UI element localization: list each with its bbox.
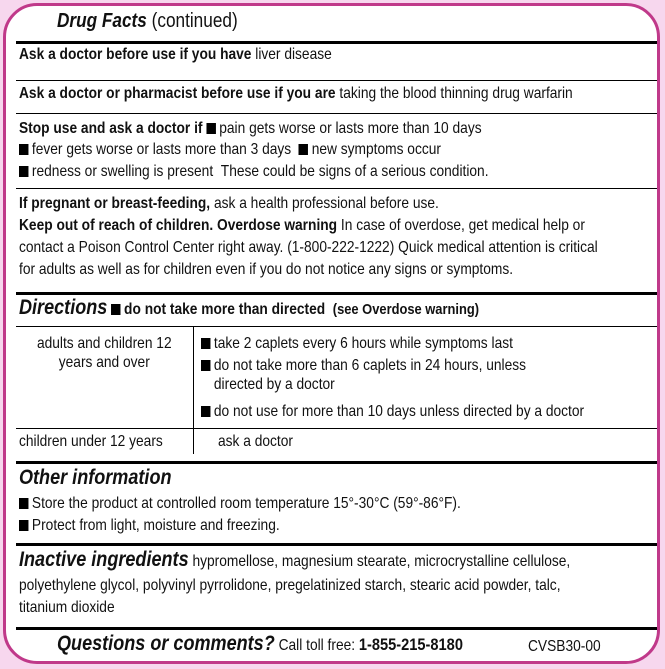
divider	[16, 188, 660, 189]
stop-use-line-2	[19, 140, 510, 159]
dose-adults-item-2: do not take more than 6 caplets in 24 hours, unless directed by a doctor	[201, 356, 579, 394]
stop-use-line-3	[19, 162, 565, 181]
keep-out-line-3	[19, 260, 594, 279]
header-divider	[16, 41, 660, 44]
pregnant-line	[19, 194, 507, 213]
stop-use-item: redness or swelling is present	[31, 163, 214, 180]
section-divider	[16, 461, 660, 464]
keep-out-heading: Keep out of reach of children.	[19, 217, 214, 234]
inactive-line-3: titanium dioxide	[19, 599, 115, 616]
dose-who-adults: adults and children 12 years and over	[36, 335, 172, 371]
inactive-line-2: polyethylene glycol, polyvinyl pyrrolidone, pregelatinized starch, stearic acid powder, talc,	[19, 577, 561, 594]
keep-out-text: In case of overdose, get medical help or	[340, 217, 585, 234]
other-info-item-2: Protect from light, moisture and freezing.	[19, 516, 322, 535]
other-info-title: Other information	[19, 466, 172, 489]
dose-who-children: children under 12 years	[19, 433, 163, 450]
keep-out-line-1	[19, 216, 660, 235]
questions-label: Questions or comments?	[57, 632, 275, 655]
bullet-square-icon	[111, 304, 120, 315]
keep-out-line-2	[19, 238, 660, 257]
drug-facts-panel	[3, 3, 660, 664]
directions-note-ref: (see Overdose warning)	[332, 301, 480, 318]
product-code: CVSB30-00	[528, 638, 601, 655]
title-text: Drug Facts	[57, 10, 147, 32]
bullet-square-icon	[201, 360, 210, 371]
pregnant-text: ask a health professional before use.	[213, 195, 439, 212]
stop-use-item: fever gets worse or lasts more than 3 days	[31, 141, 292, 158]
stop-use-note: These could be signs of a serious condition.	[220, 163, 489, 180]
table-column-divider	[193, 327, 194, 428]
stop-use-item: pain gets worse or lasts more than 10 days	[219, 120, 482, 137]
bullet-square-icon	[201, 338, 210, 349]
divider	[16, 113, 660, 114]
footer-questions	[57, 632, 529, 658]
bullet-square-icon	[299, 144, 308, 155]
bullet-square-icon	[201, 406, 210, 417]
inactive-text: hypromellose, magnesium stearate, microcrystalline cellulose,	[192, 553, 571, 570]
bullet-square-icon	[206, 123, 215, 134]
directions-header	[19, 296, 554, 322]
bullet-square-icon	[19, 166, 28, 177]
inactive-line-1	[19, 548, 660, 574]
bullet-square-icon	[19, 520, 28, 531]
section-divider	[16, 292, 660, 295]
directions-title: Directions	[19, 296, 108, 319]
ask-pharmacist-heading: Ask a doctor or pharmacist before use if you are	[19, 85, 336, 102]
overdose-warning-heading: Overdose warning	[217, 217, 338, 234]
directions-table-top	[16, 326, 660, 327]
phone-number: 1-855-215-8180	[358, 635, 463, 654]
keep-out-text: for adults as well as for children even if you do not notice any signs or symptoms.	[19, 261, 514, 278]
other-info-item-1: Store the product at controlled room temperature 15°-30°C (59°-86°F).	[19, 494, 533, 513]
title-subtitle: (continued)	[151, 10, 238, 32]
ask-pharmacist-line	[19, 84, 660, 103]
directions-table-row-divider	[16, 428, 660, 429]
section-divider	[16, 543, 660, 546]
keep-out-text: contact a Poison Control Center right away. (1-800-222-1222) Quick medical attention is critical	[19, 239, 598, 256]
ask-pharmacist-text: taking the blood thinning drug warfarin	[339, 85, 573, 102]
drug-facts-title	[57, 10, 267, 33]
inactive-title: Inactive ingredients	[19, 548, 189, 571]
section-divider	[16, 627, 660, 630]
bullet-square-icon	[19, 144, 28, 155]
dose-children: ask a doctor	[218, 433, 293, 450]
stop-use-item: new symptoms occur	[311, 141, 441, 158]
ask-doctor-heading: Ask a doctor before use if you have	[19, 46, 252, 63]
bullet-square-icon	[19, 498, 28, 509]
dose-adults-item-1: take 2 caplets every 6 hours while symptoms last	[201, 334, 564, 353]
dose-adults-item-3: do not use for more than 10 days unless directed by a doctor	[201, 402, 646, 421]
call-label: Call toll free:	[278, 637, 356, 654]
ask-doctor-text: liver disease	[255, 46, 332, 63]
divider	[16, 80, 660, 81]
pregnant-heading: If pregnant or breast-feeding,	[19, 195, 211, 212]
table-column-divider	[193, 429, 194, 454]
stop-use-line-1	[19, 119, 557, 138]
stop-use-heading: Stop use and ask a doctor if	[19, 120, 203, 137]
directions-note: do not take more than directed	[124, 301, 326, 318]
ask-doctor-line	[19, 45, 383, 64]
